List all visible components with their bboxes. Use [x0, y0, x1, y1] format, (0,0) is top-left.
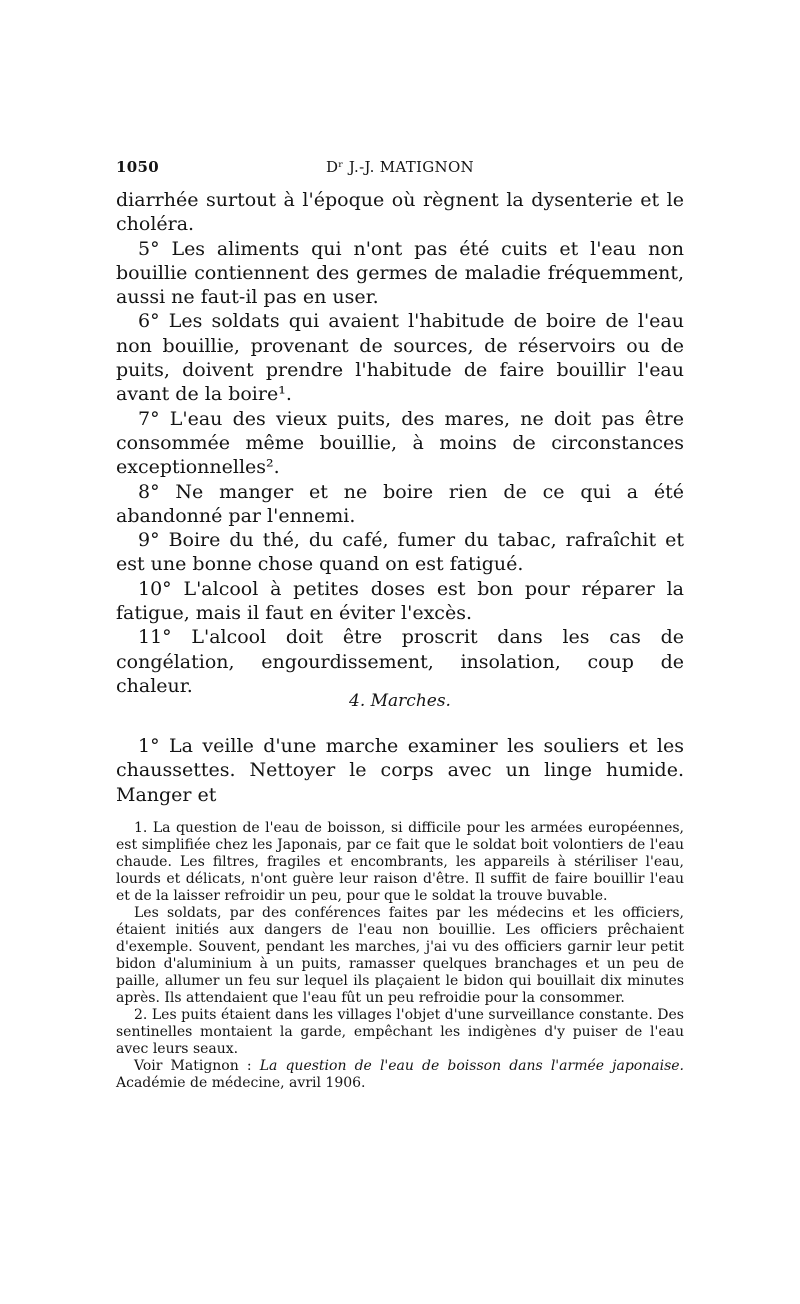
running-head-author: Dʳ J.-J. MATIGNON [325, 158, 474, 176]
paragraph-item-10: 10° L'alcool à petites doses est bon pour réparer la fatigue, mais il faut en éviter l'excès. [116, 577, 684, 625]
footnote-1-continued: Les soldats, par des conférences faites par les médecins et les officiers, étaient initiés aux dangers de l'eau non bouillie. Les officiers prêchaient d'exemple. Souvent, pendant les marches, j'ai vu des officiers garnir leur petit bidon d'aluminium à un puits, ramasser quelques branchages et un peu de paille, allumer un feu sur lequel ils plaçaient le bidon qui bouillait dix minutes après. Ils attendaient que l'eau fût un peu refroidie pour la consommer. [116, 905, 684, 1006]
footnote-1: 1. La question de l'eau de boisson, si difficile pour les armées européennes, est simplifiée chez les Japonais, par ce fait que le soldat boit volontiers de l'eau chaude. Les filtres, fragiles et encombrants, les appareils à stériliser l'eau, lourds et délicats, n'ont guère leur raison d'être. Il suffit de faire bouillir l'eau et de la laisser refroidir un peu, pour que le soldat la trouve buvable. [116, 820, 684, 904]
section-text [116, 734, 684, 807]
paragraph-item-8: 8° Ne manger et ne boire rien de ce qui a été abandonné par l'ennemi. [116, 480, 684, 527]
footnote-2: 2. Les puits étaient dans les villages l'objet d'une surveillance constante. Des sentinelles montaient la garde, empêchant les indigènes d'y puiser de l'eau avec leurs seaux. [116, 1007, 684, 1057]
main-text [116, 188, 684, 698]
footnote-reference [116, 1058, 684, 1092]
paragraph-item-1: 1° La veille d'une marche examiner les souliers et les chaussettes. Nettoyer le corps avec un linge humide. Manger et [116, 735, 684, 806]
paragraph-item-7: 7° L'eau des vieux puits, des mares, ne doit pas être consommée même bouillie, à moins de circonstances exceptionnelles². [116, 407, 684, 479]
paragraph-item-5: 5° Les aliments qui n'ont pas été cuits et l'eau non bouillie contiennent des germes de maladie fréquemment, aussi ne faut-il pas en user. [116, 237, 684, 309]
section-heading: 4. Marches. [349, 691, 451, 711]
paragraph-item-11: 11° L'alcool doit être proscrit dans les cas de congélation, engourdissement, insolation, coup de chaleur. [116, 626, 684, 697]
paragraph-item-6: 6° Les soldats qui avaient l'habitude de boire de l'eau non bouillie, provenant de sources, de réservoirs ou de puits, doivent prendre l'habitude de faire bouillir l'eau avant de la boire¹. [116, 310, 684, 406]
reference-prefix: Voir Matignon : [134, 1058, 260, 1074]
reference-suffix: Académie de médecine, avril 1906. [116, 1075, 366, 1091]
paragraph-continuation: diarrhée surtout à l'époque où règnent la dysenterie et le choléra. [116, 189, 684, 236]
footnotes [116, 820, 684, 1092]
paragraph-item-9: 9° Boire du thé, du café, fumer du tabac, rafraîchit et est une bonne chose quand on est fatigué. [116, 529, 684, 576]
reference-title: La question de l'eau de boisson dans l'armée japonaise. [259, 1058, 684, 1074]
running-header [116, 158, 684, 182]
page-number: 1050 [116, 158, 159, 176]
